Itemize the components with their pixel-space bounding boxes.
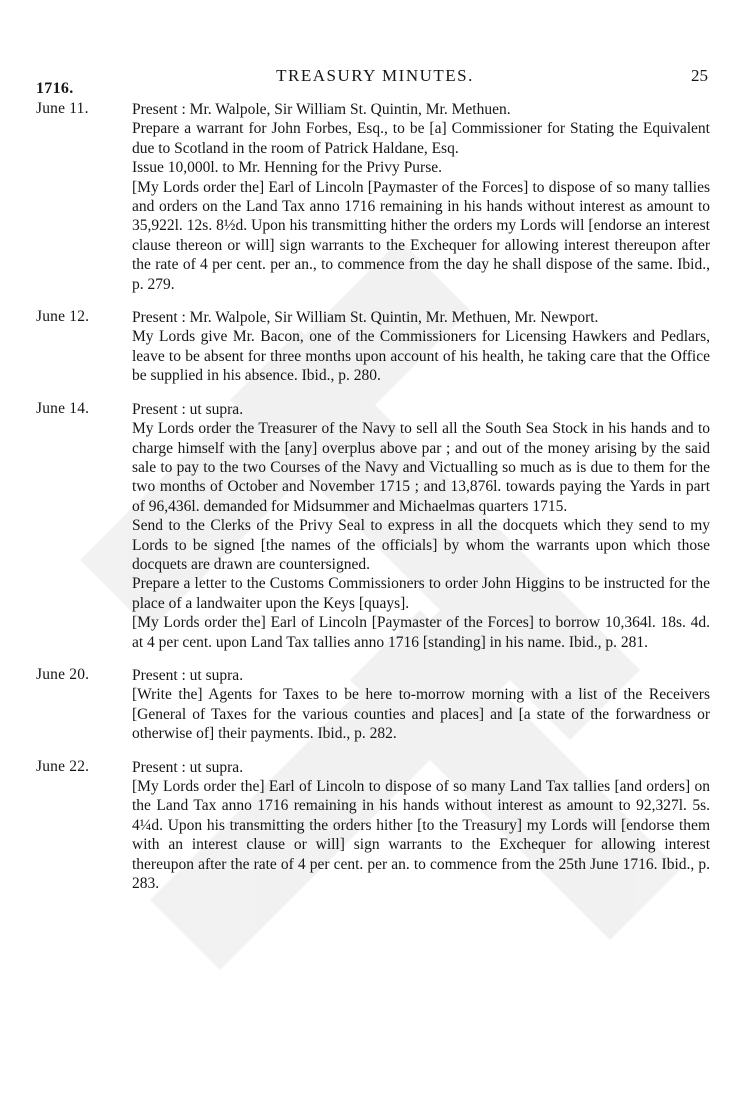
present-line: Present : ut supra.: [132, 666, 244, 684]
minute-paragraph: Issue 10,000l. to Mr. Henning for the Privy Purse.: [132, 159, 442, 177]
present-line: Present : Mr. Walpole, Sir William St. Quintin, Mr. Methuen, Mr. Newport.: [132, 309, 599, 327]
minute-paragraph: Prepare a letter to the Customs Commissioners to order John Higgins to be instructed for the place of a landwaiter upon the Keys [quays].: [132, 575, 710, 612]
minute-paragraph: [Write the] Agents for Taxes to be here to-morrow morning with a list of the Receivers [General of Taxes for the various counties and places] and [a state of the forwardness or otherwise of] their payments. Ibid., p. 282.: [132, 686, 710, 743]
present-line: Present : ut supra.: [132, 758, 244, 776]
entry-body: [132, 308, 710, 386]
minute-paragraph: Send to the Clerks of the Privy Seal to express in all the docquets which they send to my Lords to be signed [the names of the officials] by whom the warrants upon which those docquets are drawn are countersigned.: [132, 517, 710, 573]
present-line: Present : Mr. Walpole, Sir William St. Quintin, Mr. Methuen.: [132, 101, 511, 118]
minutes-entries: [36, 100, 710, 907]
page-header: [36, 62, 714, 97]
minute-entry: [36, 666, 710, 744]
entry-body: [132, 758, 710, 894]
minute-entry: [36, 758, 710, 894]
entry-date: June 14.: [36, 399, 90, 417]
running-title: TREASURY MINUTES.: [276, 66, 474, 85]
minute-paragraph: My Lords give Mr. Bacon, one of the Commissioners for Licensing Hawkers and Pedlars, leave to be absent for three months upon account of his health, he taking care that the Office be supplied in his absence. Ibid., p. 280.: [132, 328, 710, 385]
entry-body: [132, 100, 710, 294]
minute-entry: [36, 400, 710, 652]
entry-date: June 22.: [36, 757, 90, 775]
entry-date: June 20.: [36, 665, 90, 683]
minute-paragraph: [My Lords order the] Earl of Lincoln to dispose of so many Land Tax tallies [and orders] on the Land Tax anno 1716 remaining in his hands without interest as amount to 92,327l. 5s. 4¼d. Upon his transmitting the orders hither [to the Treasury] my Lords will [endorse them with an interest clause or will] sign warrants to the Exchequer for allowing interest thereupon after the rate of 4 per cent. per an. to commence from the 25th June 1716. Ibid., p. 283.: [132, 778, 710, 893]
present-line: Present : ut supra.: [132, 400, 244, 418]
page-number: 25: [691, 66, 708, 85]
entry-date: June 12.: [36, 308, 90, 326]
entry-body: [132, 666, 710, 744]
minute-paragraph: Prepare a warrant for John Forbes, Esq., to be [a] Commissioner for Stating the Equivalent due to Scotland in the room of Patrick Haldane, Esq.: [132, 120, 710, 157]
minute-entry: [36, 308, 710, 386]
year-label: 1716.: [36, 80, 74, 97]
minute-entry: [36, 100, 710, 294]
minute-paragraph: My Lords order the Treasurer of the Navy to sell all the South Sea Stock in his hands and to charge himself with the [any] overplus above par ; and out of the money arising by the said sale to pay to the two Courses of the Navy and Victualling so much as is due to them for the two months of October and November 1715 ; and 13,876l. towards paying the Yards in part of 96,436l. demanded for Midsummer and Michaelmas quarters 1715.: [132, 420, 710, 515]
minute-paragraph: [My Lords order the] Earl of Lincoln [Paymaster of the Forces] to dispose of so many tallies and orders on the Land Tax anno 1716 remaining in his hands without interest as amount to 35,922l. 12s. 8½d. Upon his transmitting hither the orders my Lords will [endorse an interest clause thereon or will] sign warrants to the Exchequer for allowing interest thereupon after the rate of 4 per cent. per an., to commence from the day he shall dispose of the same. Ibid., p. 279.: [132, 178, 710, 293]
minute-paragraph: [My Lords order the] Earl of Lincoln [Paymaster of the Forces] to borrow 10,364l. 18s. 4d. at 4 per cent. upon Land Tax tallies anno 1716 [standing] in his name. Ibid., p. 281.: [132, 614, 710, 651]
entry-date: June 11.: [36, 100, 89, 117]
entry-body: [132, 400, 710, 652]
